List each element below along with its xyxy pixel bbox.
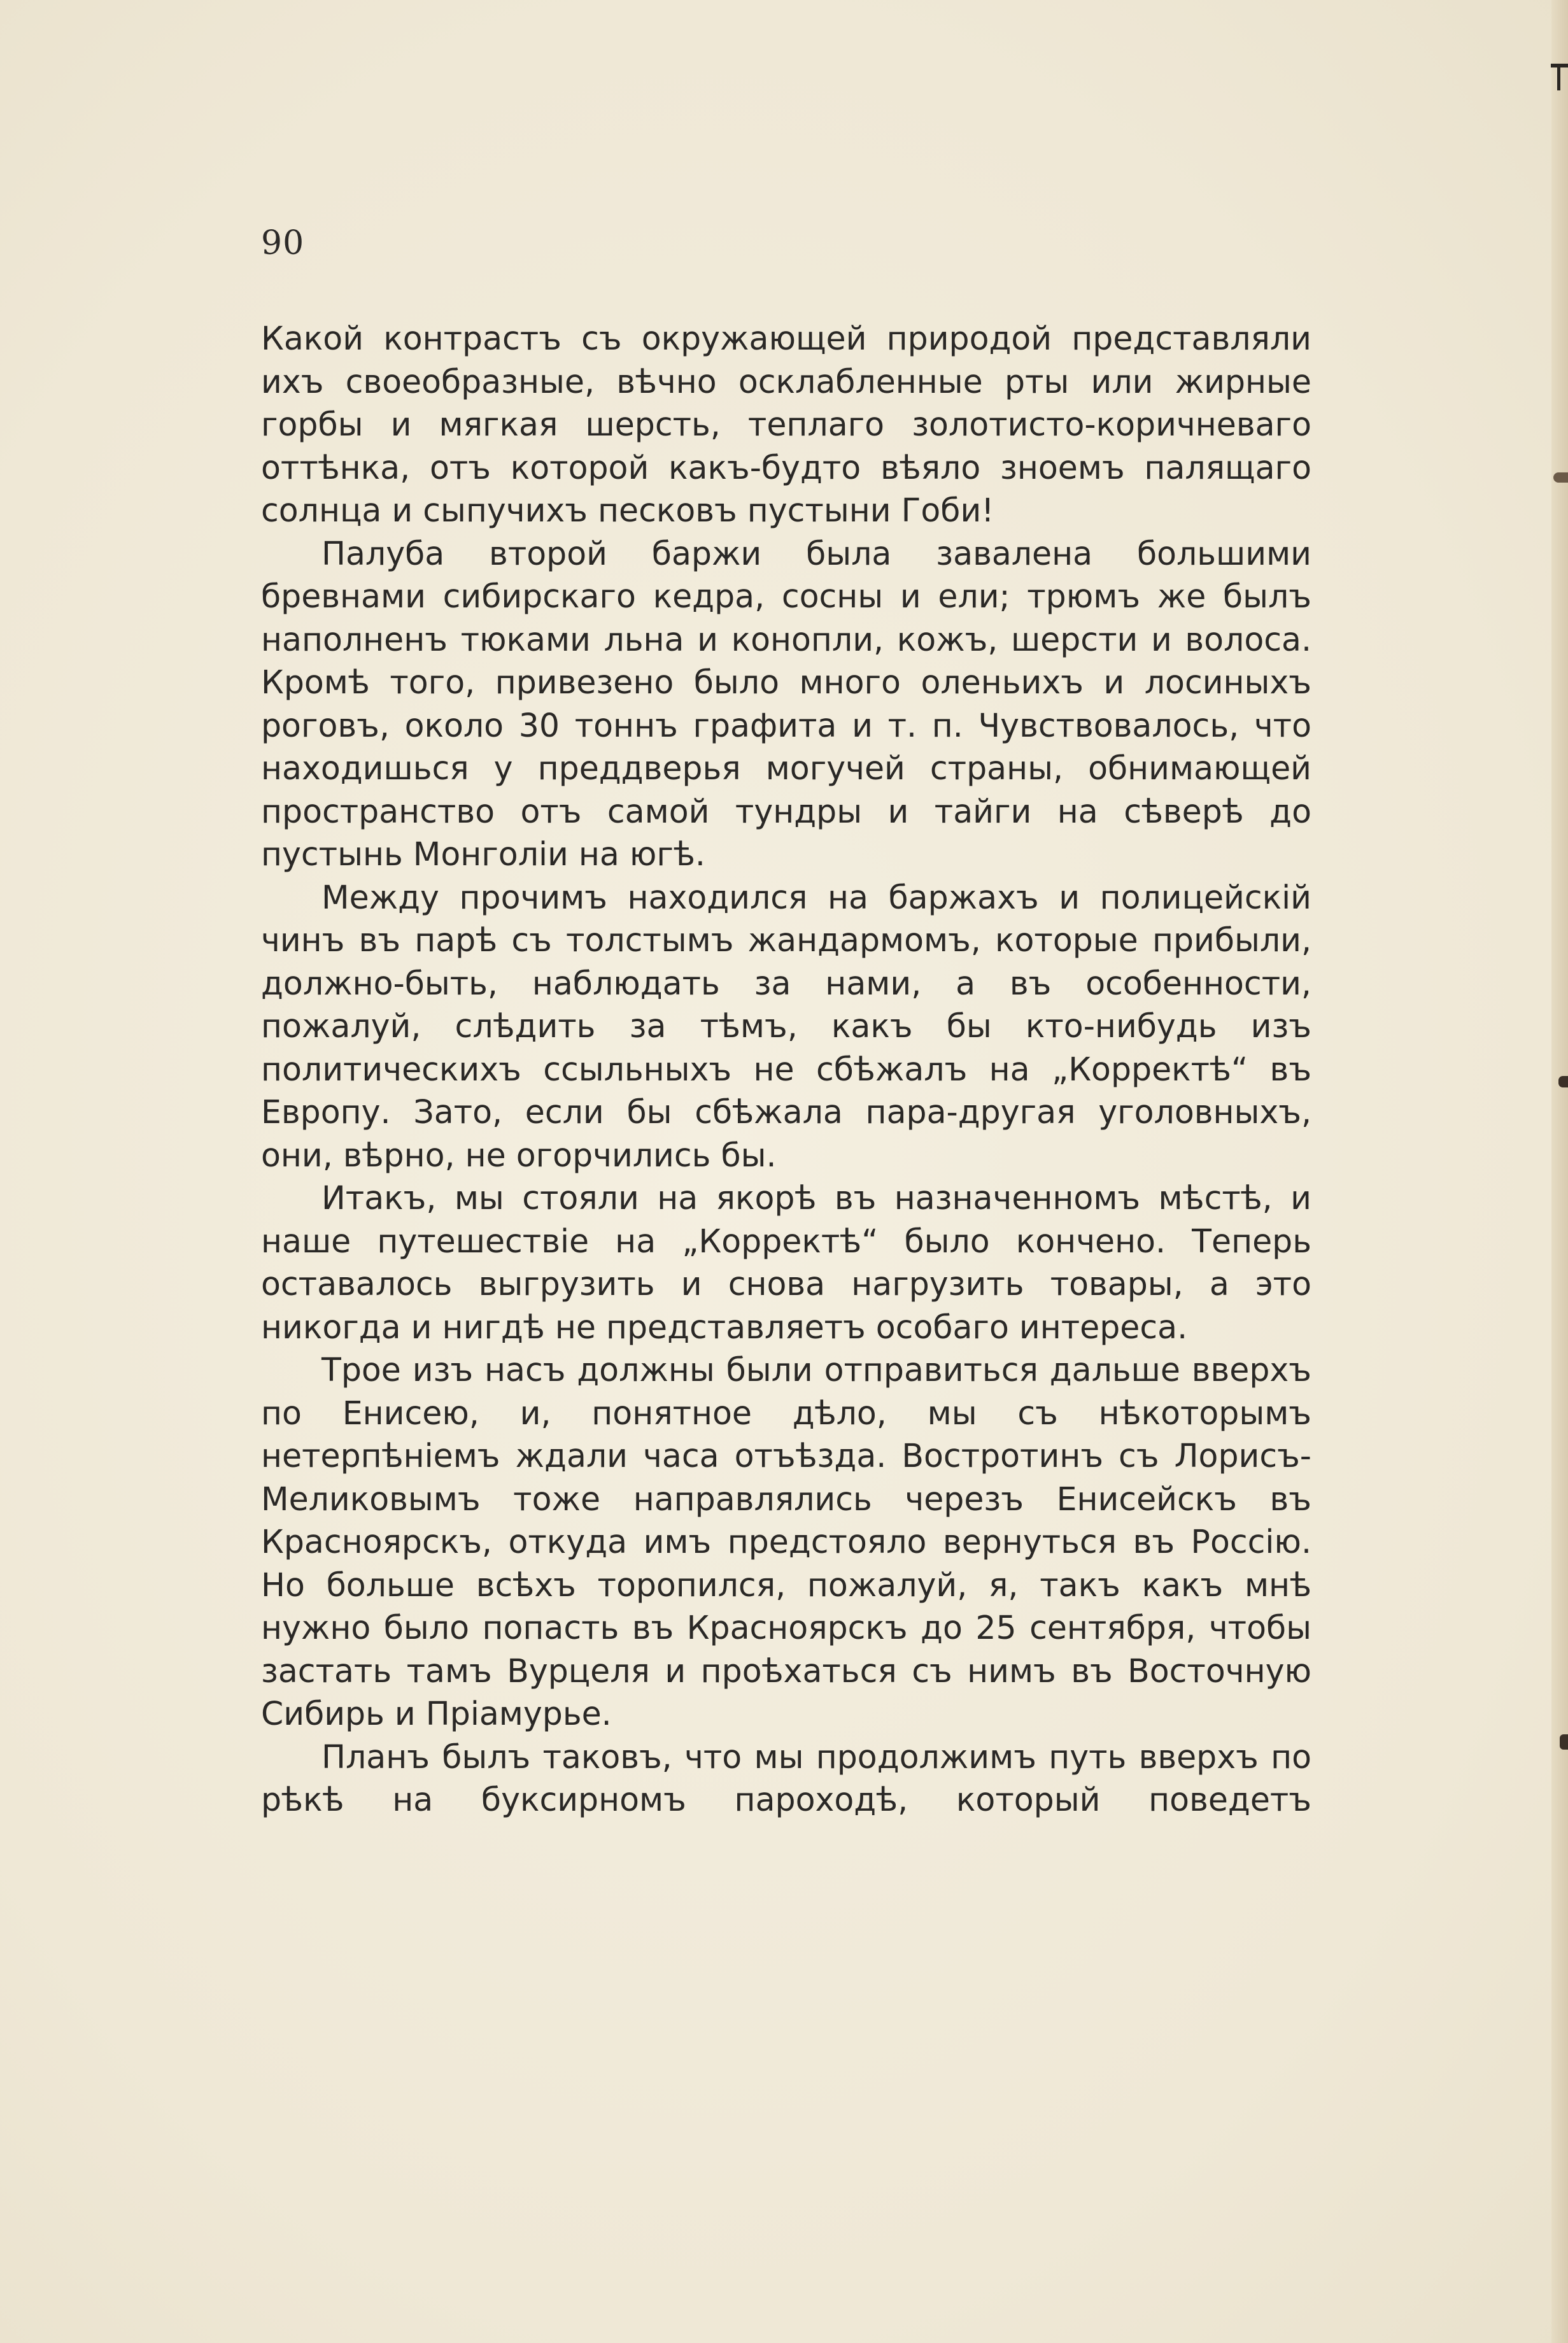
paragraph: Планъ былъ таковъ, что мы продолжимъ путь вверхъ по рѣкѣ на буксирномъ пароходѣ, который поведетъ xyxy=(261,1738,1311,1818)
paragraph: Палуба второй баржи была завалена большими бревнами сибирскаго кедра, сосны и ели; трюмъ же былъ наполненъ тюками льна и конопли, кожъ, шерсти и волоса. Кромѣ того, привезено было много оленьихъ и лосиныхъ роговъ, около 30 тоннъ графита и т. п. Чувствовалось, что находишься у преддверья могучей страны, обнимающей пространство отъ самой тундры и тайги на сѣверѣ до пустынь Монголіи на югѣ. xyxy=(261,534,1311,873)
paragraph: Трое изъ насъ должны были отправиться дальше вверхъ по Енисею, и, понятное дѣло, мы съ нѣкоторымъ нетерпѣніемъ ждали часа отъѣзда. Востротинъ съ Лорисъ-Меликовымъ тоже направлялись черезъ Енисейскъ въ Красноярскъ, откуда имъ предстояло вернуться въ Россію. Но больше всѣхъ торопился, пожалуй, я, такъ какъ мнѣ нужно было попасть въ Красноярскъ до 25 сентября, чтобы застать тамъ Вурцеля и проѣхаться съ нимъ въ Восточную Сибирь и Пріамурье. xyxy=(261,1351,1311,1732)
body-text xyxy=(261,317,1311,1822)
edge-mark xyxy=(1558,1076,1568,1087)
paragraph: Какой контрастъ съ окружающей природой представляли ихъ своеобразные, вѣчно осклабленные рты или жирные горбы и мягкая шерсть, теплаго золотисто-коричневаго оттѣнка, отъ которой какъ-будто вѣяло зноемъ палящаго солнца и сыпучихъ песковъ пустыни Гоби! xyxy=(261,320,1311,529)
edge-mark xyxy=(1560,1734,1568,1750)
edge-mark xyxy=(1557,66,1560,90)
paragraph: Между прочимъ находился на баржахъ и полицейскій чинъ въ парѣ съ толстымъ жандармомъ, которые прибыли, должно-быть, наблюдать за нами, а въ особенности, пожалуй, слѣдить за тѣмъ, какъ бы кто-нибудь изъ политическихъ ссыльныхъ не сбѣжалъ на „Корректѣ“ въ Европу. Зато, если бы сбѣжала пара-другая уголовныхъ, они, вѣрно, не огорчились бы. xyxy=(261,878,1311,1174)
page-number: 90 xyxy=(261,224,305,262)
edge-mark xyxy=(1553,472,1568,483)
paragraph: Итакъ, мы стояли на якорѣ въ назначенномъ мѣстѣ, и наше путешествіе на „Корректѣ“ было кончено. Теперь оставалось выгрузить и снова нагрузить товары, а это никогда и нигдѣ не представляетъ особаго интереса. xyxy=(261,1179,1311,1346)
page-edge xyxy=(1551,0,1568,2343)
